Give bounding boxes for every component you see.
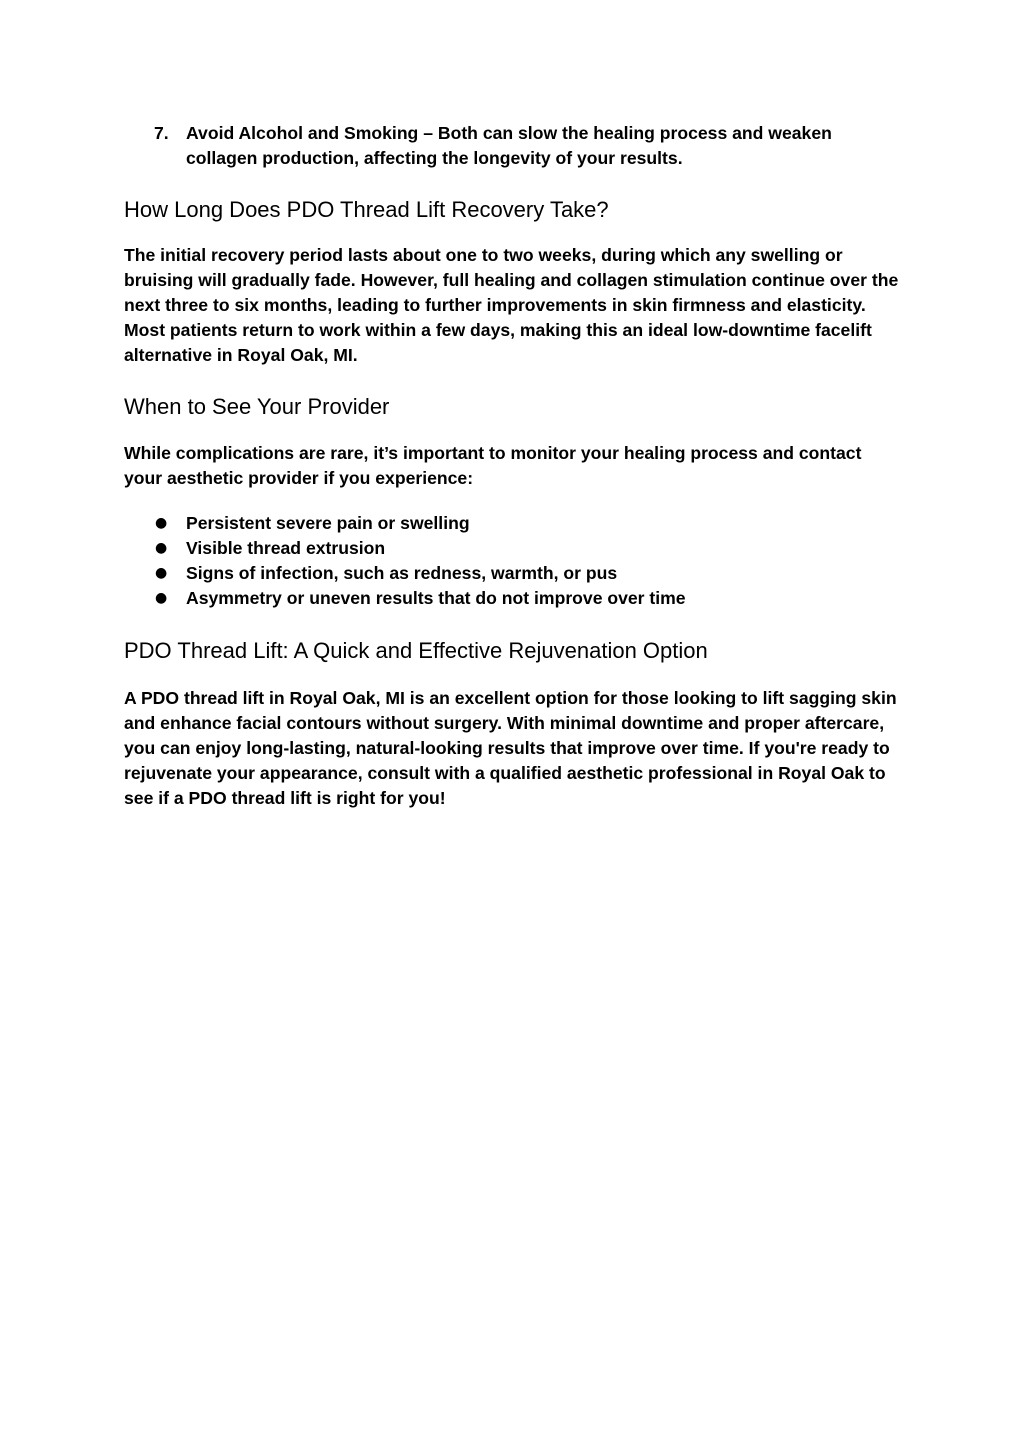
bullet-icon: ●	[155, 565, 168, 581]
bullet-list	[124, 511, 904, 611]
bullet-text: Signs of infection, such as redness, warmth, or pus	[186, 563, 618, 583]
section-heading-provider: When to See Your Provider	[124, 394, 390, 419]
list-item	[124, 561, 904, 586]
bullet-text: Asymmetry or uneven results that do not improve over time	[186, 588, 686, 608]
list-number: 7.	[154, 123, 169, 143]
bullet-icon: ●	[155, 540, 168, 556]
list-item	[124, 511, 904, 536]
list-item	[124, 536, 904, 561]
bullet-text: Visible thread extrusion	[186, 538, 386, 558]
bullet-icon: ●	[155, 515, 168, 531]
bullet-icon: ●	[155, 590, 168, 606]
section-heading-recovery: How Long Does PDO Thread Lift Recovery Take?	[124, 197, 609, 222]
numbered-list-item	[124, 121, 904, 171]
section-paragraph-recovery: The initial recovery period lasts about one to two weeks, during which any swelling or bruising will gradually fade. However, full healing and collagen stimulation continue over the next three to six months, leading to further improvements in skin firmness and elasticity. Most patients return to work within a few days, making this an ideal low-downtime facelift alternative in Royal Oak, MI.	[124, 245, 899, 365]
section-heading-rejuvenation: PDO Thread Lift: A Quick and Effective Rejuvenation Option	[124, 638, 708, 663]
list-item-text: Avoid Alcohol and Smoking – Both can slow the healing process and weaken collagen production, affecting the longevity of your results.	[186, 123, 832, 168]
section-paragraph-rejuvenation: A PDO thread lift in Royal Oak, MI is an excellent option for those looking to lift sagging skin and enhance facial contours without surgery. With minimal downtime and proper aftercare, you can enjoy long-lasting, natural-looking results that improve over time. If you're ready to rejuvenate your appearance, consult with a qualified aesthetic professional in Royal Oak to see if a PDO thread lift is right for you!	[124, 688, 897, 808]
bullet-text: Persistent severe pain or swelling	[186, 513, 470, 533]
section-paragraph-provider: While complications are rare, it’s important to monitor your healing process and contact your aesthetic provider if you experience:	[124, 443, 862, 488]
document-content	[124, 121, 904, 811]
list-item	[124, 586, 904, 611]
